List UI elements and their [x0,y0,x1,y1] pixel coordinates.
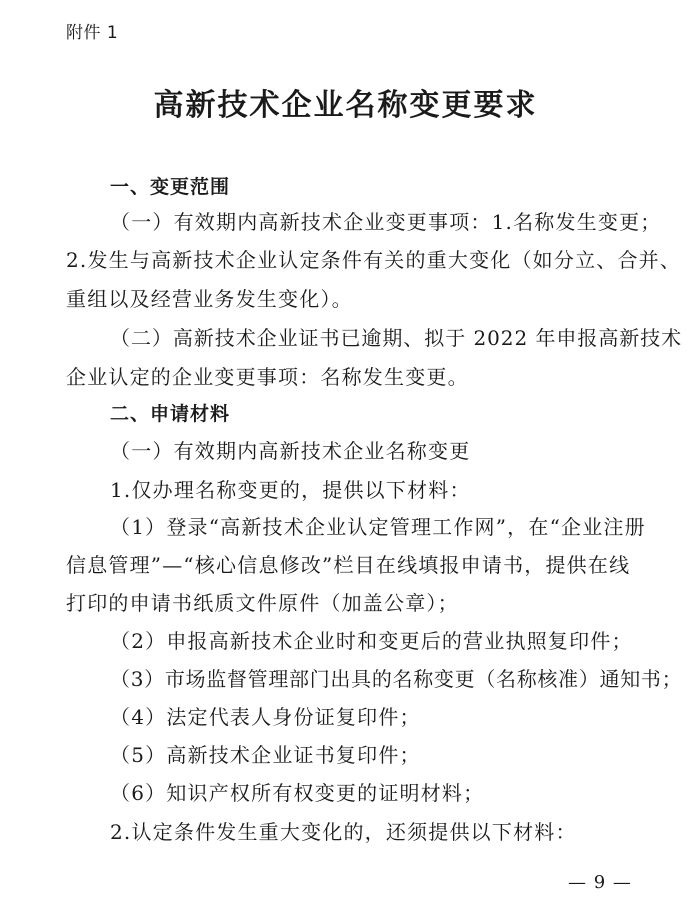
paragraph-line: 信息管理”—“核心信息修改”栏目在线填报申请书，提供在线 [66,553,631,577]
list-item: （4）法定代表人身份证复印件； [110,705,421,729]
list-item: （5）高新技术企业证书复印件； [110,743,421,767]
paragraph-line: 企业认定的企业变更事项：名称发生变更。 [66,365,469,389]
paragraph-line: （一）有效期内高新技术企业变更事项：1.名称发生变更； [110,210,662,234]
paragraph-line: （一）有效期内高新技术企业名称变更 [110,439,471,463]
attachment-label: 附件 1 [66,23,119,43]
paragraph-line: 1.仅办理名称变更的，提供以下材料： [110,478,471,502]
page-number: — 9 — [568,872,632,893]
list-item: （1）登录“高新技术企业认定管理工作网”，在“企业注册 [110,515,646,539]
paragraph-line: 2.认定条件发生重大变化的，还须提供以下材料： [110,820,577,844]
paragraph-line: 2.发生与高新技术企业认定条件有关的重大变化（如分立、合并、 [66,248,682,272]
section-heading-materials: 二、申请材料 [110,403,231,425]
paragraph-line: （二）高新技术企业证书已逾期、拟于 2022 年申报高新技术 [110,326,683,350]
document-title: 高新技术企业名称变更要求 [153,88,538,123]
list-item: （6）知识产权所有权变更的证明材料； [110,781,485,805]
section-heading-scope: 一、变更范围 [110,176,231,198]
paragraph-line: 打印的申请书纸质文件原件（加盖公章）； [66,591,459,615]
list-item: （2）申报高新技术企业时和变更后的营业执照复印件； [110,629,633,653]
paragraph-line: 重组以及经营业务发生变化）。 [66,287,353,311]
list-item: （3）市场监督管理部门出具的名称变更（名称核准）通知书； [110,667,683,691]
